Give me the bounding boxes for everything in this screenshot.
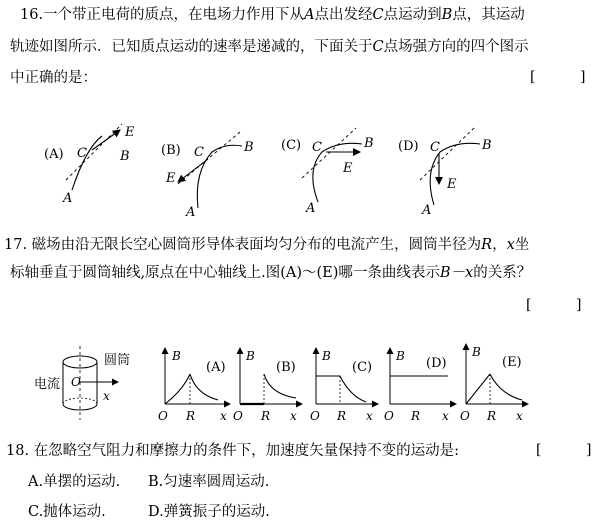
curve [490, 374, 522, 400]
axis-b-label: B [472, 345, 481, 359]
axis-r-label: R [186, 409, 196, 423]
option-label: (A) [44, 147, 64, 162]
axis-o-label: O [310, 409, 320, 423]
label-x: x [103, 389, 110, 403]
q17-text: 坐 [514, 237, 530, 253]
q17-text: ， [492, 237, 507, 253]
trajectory-curve [72, 136, 102, 190]
axis-x-label: x [290, 409, 297, 423]
label-a: A [422, 203, 432, 218]
label-c: C [77, 146, 87, 161]
q17-figures [0, 328, 605, 438]
graph-b [233, 348, 302, 423]
axis-x-label: x [516, 409, 523, 423]
q16-figure-b [161, 132, 254, 220]
axis-b-label: B [246, 349, 255, 363]
axis-r-label: R [411, 409, 421, 423]
option-label: (A) [206, 360, 226, 375]
q16-figure-d [398, 128, 492, 218]
q16-figures [0, 0, 605, 228]
tangent-line [420, 128, 474, 180]
label-current: 电流 [34, 377, 61, 392]
q18-option-d[interactable]: D.弹簧振子的运动. [148, 504, 270, 520]
q16-text: 点，其运动 [452, 7, 525, 23]
axis-o-label: O [460, 409, 470, 423]
label-e: E [125, 125, 135, 140]
axis-x-label: x [366, 409, 373, 423]
label-a: A [306, 201, 316, 216]
q16-text: 16.一个带正电荷的质点，在电场力作用下从 [20, 7, 305, 23]
axis-x-label: x [220, 409, 227, 423]
option-label: (C) [352, 360, 373, 375]
q18-option-c[interactable]: C.抛体运动. [28, 504, 106, 520]
cylinder-diagram [34, 346, 130, 420]
curve [165, 374, 190, 404]
label-e: E [343, 161, 353, 176]
axis-b-label: B [172, 349, 181, 363]
graph-d [384, 348, 456, 423]
q17-text: 标轴垂直于圆筒轴线,原点在中心轴线上.图(A)～(E)哪一条曲线表示 [10, 265, 440, 281]
trajectory-curve [197, 145, 242, 208]
q16-point-c: C [372, 7, 384, 23]
tangent-line [178, 132, 240, 184]
tangent-line [66, 124, 122, 180]
curve [264, 374, 296, 398]
axis-b-label: B [396, 349, 405, 363]
curve [190, 374, 218, 400]
q17-expression: B－x [439, 265, 474, 281]
label-a: A [186, 205, 196, 220]
axis-o-label: O [233, 409, 243, 423]
option-label: (C) [281, 138, 302, 153]
q16-text: 点场强方向的四个图示 [383, 39, 529, 55]
label-o: O [71, 375, 81, 389]
axis-o-label: O [158, 409, 168, 423]
graph-e [460, 344, 528, 423]
label-e: E [447, 177, 457, 192]
q17-text: 的关系？ [473, 265, 532, 281]
label-c: C [430, 140, 440, 155]
axis-b-label: B [322, 349, 331, 363]
field-arrow [178, 159, 208, 182]
q18-option-a[interactable]: A.单摆的运动. [28, 474, 121, 490]
option-label: (E) [502, 355, 522, 370]
option-label: (D) [426, 356, 447, 371]
q16-text: 轨迹如图所示．已知质点运动的速率是递减的，下面关于 [10, 39, 373, 55]
q17-var-r: R [481, 237, 493, 253]
q18-answer-bracket[interactable]: [ ] [536, 442, 592, 458]
label-b: B [120, 149, 130, 164]
graph-c [310, 348, 378, 423]
q16-point-b: B [441, 7, 453, 23]
q16-line3: 中正确的是： [10, 70, 97, 86]
q16-figure-c [281, 128, 374, 216]
axis-o-label: O [384, 409, 394, 423]
graph-a [158, 348, 230, 423]
q16-answer-bracket[interactable]: [ ] [530, 69, 586, 85]
q17-line2 [10, 264, 531, 282]
option-label: (D) [398, 139, 419, 154]
q16-figure-a [44, 124, 135, 206]
curve [466, 374, 490, 404]
label-c: C [194, 145, 204, 160]
curve [316, 376, 366, 402]
label-b: B [244, 140, 254, 155]
q16-point-c: C [372, 39, 384, 55]
label-c: C [312, 140, 322, 155]
q17-answer-bracket[interactable]: [ ] [526, 297, 582, 313]
q16-text: 点出发经 [314, 7, 373, 23]
q18-stem: 18. 在忽略空气阻力和摩擦力的条件下，加速度矢量保持不变的运动是: [6, 443, 460, 459]
axis-r-label: R [337, 409, 347, 423]
label-b: B [364, 136, 374, 151]
option-label: (B) [276, 360, 296, 375]
q18-option-b[interactable]: B.匀速率圆周运动. [148, 474, 270, 490]
field-arrow [92, 130, 120, 150]
axis-x-label: x [442, 409, 449, 423]
axis-r-label: R [487, 409, 497, 423]
q17-var-x: x [506, 237, 515, 253]
q16-text: 点运动到 [383, 7, 442, 23]
axis-r-label: R [261, 409, 271, 423]
label-tube: 圆筒 [104, 353, 131, 368]
label-a: A [63, 191, 73, 206]
q17-text: 17. 磁场由沿无限长空心圆筒形导体表面均匀分布的电流产生，圆筒半径为 [4, 237, 482, 253]
label-b: B [482, 138, 492, 153]
q16-point-a: A [304, 7, 315, 23]
label-e: E [166, 171, 176, 186]
option-label: (B) [161, 143, 181, 158]
q17-line1 [4, 236, 529, 254]
